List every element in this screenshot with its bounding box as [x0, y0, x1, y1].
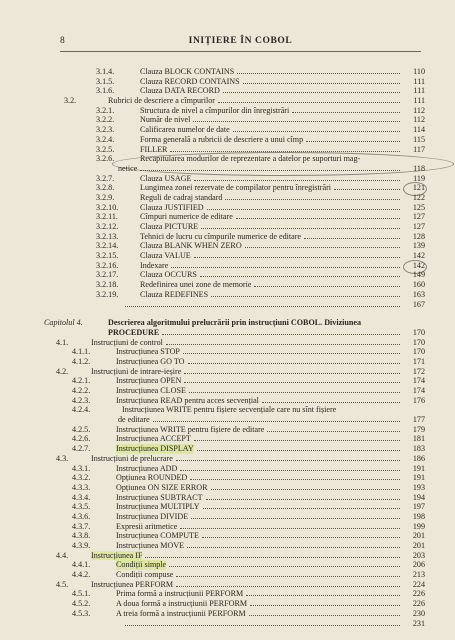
toc-entry	[44, 251, 425, 261]
leader-dots	[304, 238, 400, 239]
entry-page-number: 115	[413, 134, 425, 144]
entry-number: 3.2.3.	[96, 125, 115, 135]
leader-dots	[166, 344, 400, 345]
leader-dots	[169, 566, 400, 567]
entry-number: 4.4.1.	[72, 560, 91, 570]
entry-page-number: 179	[412, 424, 425, 434]
entry-page-number: 117	[413, 144, 425, 154]
entry-title: Instrucțiunea READ pentru acces secvențial	[116, 395, 259, 405]
leader-dots	[187, 547, 400, 548]
leader-dots	[223, 92, 400, 93]
entry-page-number: 128	[412, 231, 425, 241]
entry-number: 4.2.	[56, 366, 69, 376]
entry-number: 4.3.	[56, 453, 69, 463]
entry-page-number: 230	[412, 608, 425, 618]
entry-page-number: 119	[413, 173, 425, 183]
leader-dots	[202, 537, 400, 538]
entry-title: Clauza PICTURE	[140, 222, 199, 231]
entry-page-number: 170	[412, 347, 425, 357]
entry-title: Instrucțiunea GO TO	[116, 356, 185, 366]
leader-dots	[190, 479, 400, 480]
toc-entry	[44, 125, 425, 135]
leader-dots	[191, 518, 400, 519]
entry-number: 4.2.1.	[72, 376, 91, 386]
entry-number: 4.5.1.	[72, 589, 91, 599]
entry-page-number: 111	[413, 76, 425, 86]
entry-title: Recapitularea modurilor de reprezentare a datelor pe suporturi mag-	[140, 154, 361, 164]
entry-page-number: 127	[412, 212, 425, 222]
entry-page-number: 176	[412, 395, 425, 405]
entry-page-number: 201	[412, 541, 425, 550]
entry-number: 4.3.9.	[72, 541, 91, 550]
entry-page-number: 139	[412, 241, 425, 251]
leader-dots	[334, 189, 400, 190]
entry-title: Indexare	[140, 260, 169, 270]
toc-entry	[44, 454, 425, 464]
entry-title: Condiții simple	[116, 560, 167, 570]
entry-title: Clauza VALUE	[140, 251, 191, 261]
toc-entry	[44, 551, 425, 561]
entry-title: Instrucțiunea COMPUTE	[116, 531, 199, 541]
entry-title: Descrierea algoritmului prelucrării prin instrucțiuni COBOL. Diviziunea	[108, 318, 362, 328]
toc-entry	[44, 367, 425, 377]
toc-entry	[44, 464, 425, 474]
entry-title: Clauza JUSTIFIED	[140, 202, 204, 212]
entry-title-continuation: netice	[118, 163, 138, 173]
entry-title: Tehnici de lucru cu cîmpurile numerice de editare	[140, 231, 302, 241]
entry-page-number: 224	[412, 579, 425, 589]
toc-entry-continuation	[44, 415, 425, 425]
toc-entry	[44, 522, 425, 532]
entry-title: Reguli de cadraj standard	[140, 192, 223, 202]
leader-dots	[245, 247, 400, 248]
toc-entry	[44, 619, 425, 629]
toc-entry	[44, 222, 425, 232]
entry-page-number: 170	[412, 337, 425, 347]
toc-entry	[44, 193, 425, 203]
toc-entry	[44, 270, 425, 280]
entry-page-number: 194	[412, 492, 425, 502]
entry-number: 4.2.3.	[72, 395, 91, 405]
leader-dots	[233, 131, 400, 132]
entry-number: 4.3.8.	[72, 531, 91, 541]
entry-title: Clauza BLANK WHEN ZERO	[140, 241, 242, 251]
toc-entry	[44, 405, 425, 415]
leader-dots	[189, 392, 400, 393]
entry-title-continuation: de editare	[118, 415, 150, 425]
toc-entry	[44, 96, 425, 106]
header-rule	[60, 51, 421, 52]
toc-entry	[44, 541, 425, 551]
leader-dots	[176, 586, 400, 587]
entry-title: Cîmpuri numerice de editare	[140, 212, 233, 222]
leader-dots	[145, 557, 400, 558]
toc-entry	[44, 290, 425, 300]
entry-number: 3.2.17.	[96, 270, 119, 280]
entry-number: 4.1.1.	[72, 347, 91, 357]
entry-title: Instrucțiuni de prelucrare	[91, 453, 173, 463]
entry-title: Instrucțiunea IF	[91, 550, 143, 560]
entry-number: 4.3.3.	[72, 482, 91, 492]
leader-dots	[180, 470, 400, 471]
leader-dots	[176, 576, 400, 577]
entry-number: 4.4.	[56, 550, 69, 560]
entry-page-number: 199	[412, 521, 425, 531]
entry-title: Instrucțiunea WRITE pentru fișiere secvențiale care nu sînt fișiere	[122, 405, 337, 415]
entry-number: 3.2.8.	[96, 183, 115, 193]
entry-title: Prima formă a instrucțiunii PERFORM	[116, 589, 244, 599]
entry-page-number: 186	[412, 453, 425, 463]
entry-title: Instrucțiunea ACCEPT	[116, 434, 191, 444]
entry-number: 4.3.7.	[72, 521, 91, 531]
entry-number: 3.2.9.	[96, 192, 115, 202]
entry-number: 4.2.5.	[72, 424, 91, 434]
entry-page-number: 191	[412, 473, 425, 483]
leader-dots	[194, 440, 400, 441]
entry-number: 3.2.2.	[96, 115, 115, 125]
toc-entry	[44, 570, 425, 580]
leader-dots	[237, 73, 400, 74]
leader-dots	[267, 431, 400, 432]
leader-dots	[203, 508, 400, 509]
entry-number: 3.2.4.	[96, 134, 115, 144]
entry-title: Calificarea numelor de date	[140, 125, 230, 135]
entry-page-number: 112	[413, 105, 425, 115]
leader-dots	[201, 228, 400, 229]
toc-entry	[44, 174, 425, 184]
page-header	[60, 36, 421, 50]
entry-page-number: 142	[412, 260, 425, 270]
entry-title: Instrucțiunea PERFORM	[91, 579, 174, 589]
entry-number: 3.2.7.	[96, 173, 115, 183]
toc-entry	[44, 86, 425, 96]
entry-number: 3.2.1.	[96, 105, 115, 115]
entry-title: Forma generală a rubricii de descriere a unui cîmp	[140, 134, 304, 144]
leader-dots	[180, 528, 400, 529]
entry-title: Instrucțiunea STOP	[116, 347, 180, 357]
leader-dots	[243, 83, 400, 84]
toc-entry	[44, 512, 425, 522]
toc-entry	[44, 483, 425, 493]
entry-page-number: 201	[412, 531, 425, 541]
entry-page-number: 181	[412, 434, 425, 444]
leader-dots	[225, 199, 400, 200]
toc-entry	[44, 444, 425, 454]
entry-title: Condiții compuse	[116, 570, 174, 580]
entry-number: 4.1.	[56, 337, 69, 347]
toc-entry	[44, 135, 425, 145]
entry-title: Instrucțiunea MULTIPLY	[116, 502, 200, 512]
leader-dots	[194, 257, 400, 258]
toc-entry	[44, 589, 425, 599]
toc-entry	[44, 434, 425, 444]
entry-number: 3.2.5.	[96, 144, 115, 154]
entry-title: Structura de nivel a cîmpurilor din înregistrări	[140, 105, 290, 115]
entry-title: Redefinirea unei zone de memorie	[140, 280, 252, 290]
entry-title: Lungimea zonei rezervate de compilator pentru înregistrări	[140, 183, 332, 193]
entry-number: 4.2.4.	[72, 405, 91, 415]
leader-dots	[254, 286, 400, 287]
entry-title: Instrucțiunea DISPLAY	[116, 444, 194, 454]
entry-number: 4.2.2.	[72, 386, 91, 395]
leader-dots	[153, 421, 400, 422]
entry-page-number: 172	[412, 366, 425, 376]
entry-page-number: 118	[413, 163, 425, 173]
entry-page-number: 171	[412, 356, 425, 366]
entry-page-number: 226	[412, 599, 425, 609]
entry-title: Instrucțiuni de intrare-ieșire	[91, 366, 182, 376]
entry-page-number: 191	[412, 463, 425, 473]
entry-title: Instrucțiunea ADD	[116, 463, 178, 473]
entry-page-number: 203	[412, 550, 425, 560]
entry-number: 4.3.4.	[72, 492, 91, 502]
entry-number: 4.5.	[56, 579, 69, 589]
toc-entry	[44, 203, 425, 213]
entry-title: Instrucțiunea CLOSE	[116, 386, 186, 395]
entry-number: 3.2.	[64, 96, 77, 106]
entry-number: 3.2.18.	[96, 280, 119, 290]
entry-page-number: 111	[413, 96, 425, 106]
leader-dots	[171, 267, 400, 268]
entry-page-number: 163	[412, 289, 425, 299]
entry-page-number: 198	[412, 511, 425, 521]
entry-number: 4.5.3.	[72, 608, 91, 618]
entry-page-number: 121	[412, 183, 425, 193]
entry-page-number: 122	[412, 192, 425, 202]
entry-page-number: 112	[413, 115, 425, 125]
entry-title: Opțiunea ON SIZE ERROR	[116, 482, 208, 492]
toc-entry-continuation	[44, 328, 425, 338]
leader-dots	[200, 276, 400, 277]
entry-page-number: 226	[412, 589, 425, 599]
running-title: INIȚIERE ÎN COBOL	[188, 36, 293, 46]
entry-title: Clauza DATA RECORD	[140, 86, 220, 96]
entry-title: Expresii aritmetice	[116, 521, 178, 531]
entry-page-number: 160	[412, 280, 425, 290]
entry-number: 3.1.5.	[96, 76, 115, 86]
toc-entry	[44, 232, 425, 242]
entry-number: 4.3.1.	[72, 463, 91, 473]
entry-number: 4.4.2.	[72, 570, 91, 580]
entry-number: Capitolul 4.	[44, 318, 83, 328]
toc-entry-continuation	[44, 164, 425, 174]
entry-page-number: 114	[413, 125, 425, 135]
toc-entry	[44, 77, 425, 87]
leader-dots	[262, 402, 400, 403]
entry-page-number: 111	[413, 86, 425, 96]
entry-page-number: 174	[412, 386, 425, 395]
entry-number: 4.5.2.	[72, 599, 91, 609]
toc-entry	[44, 106, 425, 116]
entry-page-number: 110	[413, 67, 425, 76]
entry-number: 3.2.19.	[96, 289, 119, 299]
entry-title: Clauza USAGE	[140, 173, 192, 183]
entry-title: A treia formă a instrucțiunii PERFORM	[116, 608, 246, 618]
toc-entry	[44, 599, 425, 609]
leader-dots	[184, 382, 400, 383]
entry-number: 3.2.11.	[96, 212, 118, 222]
entry-title-continuation: PROCEDURE	[108, 327, 160, 337]
entry-number: 3.2.12.	[96, 222, 119, 231]
entry-page-number: 231	[412, 618, 425, 628]
entry-number: 3.2.13.	[96, 231, 119, 241]
entry-title: Opțiunea ROUNDED	[116, 473, 188, 483]
entry-title: Instrucțiunea SUBTRACT	[116, 492, 203, 502]
leader-dots	[188, 363, 401, 364]
leader-dots	[250, 605, 400, 606]
entry-page-number: 197	[412, 502, 425, 512]
entry-number: 4.2.6.	[72, 434, 91, 444]
toc-entry	[44, 318, 425, 328]
entry-title: Număr de nivel	[140, 115, 191, 125]
leader-dots	[218, 102, 400, 103]
entry-number: 4.3.2.	[72, 473, 91, 483]
entry-title: Instrucțiunea MOVE	[116, 541, 185, 550]
toc-entry	[44, 357, 425, 367]
toc-entry	[44, 67, 425, 77]
leader-dots	[249, 615, 400, 616]
entry-page-number: 206	[412, 560, 425, 570]
toc-entry	[44, 338, 425, 348]
toc-entry	[44, 493, 425, 503]
leader-dots	[176, 460, 400, 461]
entry-title: Clauza BLOCK CONTAINS	[140, 67, 235, 76]
leader-dots	[162, 334, 400, 335]
entry-title: Instrucțiunea WRITE pentru fișiere de editare	[116, 424, 265, 434]
toc-entry	[44, 502, 425, 512]
entry-page-number: 167	[412, 299, 425, 309]
entry-page-number: 142	[412, 251, 425, 261]
entry-title: Clauza REDEFINES	[140, 289, 209, 299]
entry-page-number: 170	[412, 327, 425, 337]
leader-dots	[125, 306, 400, 307]
entry-page-number: 125	[412, 202, 425, 212]
leader-dots	[184, 373, 400, 374]
leader-dots	[193, 121, 400, 122]
leader-dots	[125, 625, 400, 626]
toc-entry	[44, 609, 425, 619]
toc-entry	[44, 396, 425, 406]
toc-entry	[44, 280, 425, 290]
toc-entry	[44, 560, 425, 570]
entry-page-number: 213	[412, 570, 425, 580]
entry-page-number: 193	[412, 482, 425, 492]
toc-entry	[44, 183, 425, 193]
entry-page-number: 174	[412, 376, 425, 386]
section-gap	[44, 309, 425, 318]
entry-number: 3.2.16.	[96, 260, 119, 270]
entry-number: 3.2.14.	[96, 241, 119, 251]
entry-title: FILLER	[140, 144, 168, 154]
toc-entry	[44, 473, 425, 483]
toc-entry	[44, 154, 425, 164]
toc-entry	[44, 386, 425, 396]
leader-dots	[183, 353, 400, 354]
toc-entry	[44, 115, 425, 125]
entry-page-number: 127	[412, 222, 425, 231]
leader-dots	[206, 499, 400, 500]
entry-title: Instrucțiunea OPEN	[116, 376, 182, 386]
leader-dots	[246, 595, 400, 596]
entry-number: 4.3.5.	[72, 502, 91, 512]
leader-dots	[306, 141, 400, 142]
leader-dots	[236, 218, 400, 219]
toc-entry	[44, 347, 425, 357]
entry-number: 3.2.15.	[96, 251, 119, 261]
table-of-contents	[44, 67, 425, 628]
toc-entry	[44, 212, 425, 222]
entry-title: Instrucțiuni de control	[91, 337, 163, 347]
entry-number: 4.2.7.	[72, 444, 91, 454]
leader-dots	[140, 170, 400, 171]
leader-dots	[207, 209, 400, 210]
entry-number: 4.3.6.	[72, 511, 91, 521]
leader-dots	[292, 112, 400, 113]
toc-entry	[44, 241, 425, 251]
entry-title: Clauza RECORD CONTAINS	[140, 76, 240, 86]
toc-entry	[44, 300, 425, 310]
leader-dots	[197, 450, 400, 451]
toc-entry	[44, 580, 425, 590]
toc-entry	[44, 531, 425, 541]
entry-number: 4.1.2.	[72, 356, 91, 366]
toc-entry	[44, 261, 425, 271]
entry-number: 3.1.4.	[96, 67, 115, 76]
entry-number: 3.2.10.	[96, 202, 119, 212]
entry-title: Rubrici de descriere a cîmpurilor	[108, 96, 215, 106]
entry-title: Clauza OCCURS	[140, 270, 197, 280]
entry-page-number: 183	[412, 444, 425, 454]
leader-dots	[211, 296, 400, 297]
entry-page-number: 149	[412, 270, 425, 280]
leader-dots	[211, 489, 401, 490]
page-number: 8	[60, 36, 66, 46]
entry-title: A doua formă a instrucțiunii PERFORM	[116, 599, 248, 609]
entry-number: 3.1.6.	[96, 86, 115, 96]
toc-entry	[44, 376, 425, 386]
entry-number: 3.2.6.	[96, 154, 115, 164]
toc-entry	[44, 425, 425, 435]
entry-title: Instrucțiunea DIVIDE	[116, 511, 189, 521]
leader-dots	[194, 180, 400, 181]
entry-page-number: 177	[412, 415, 425, 425]
